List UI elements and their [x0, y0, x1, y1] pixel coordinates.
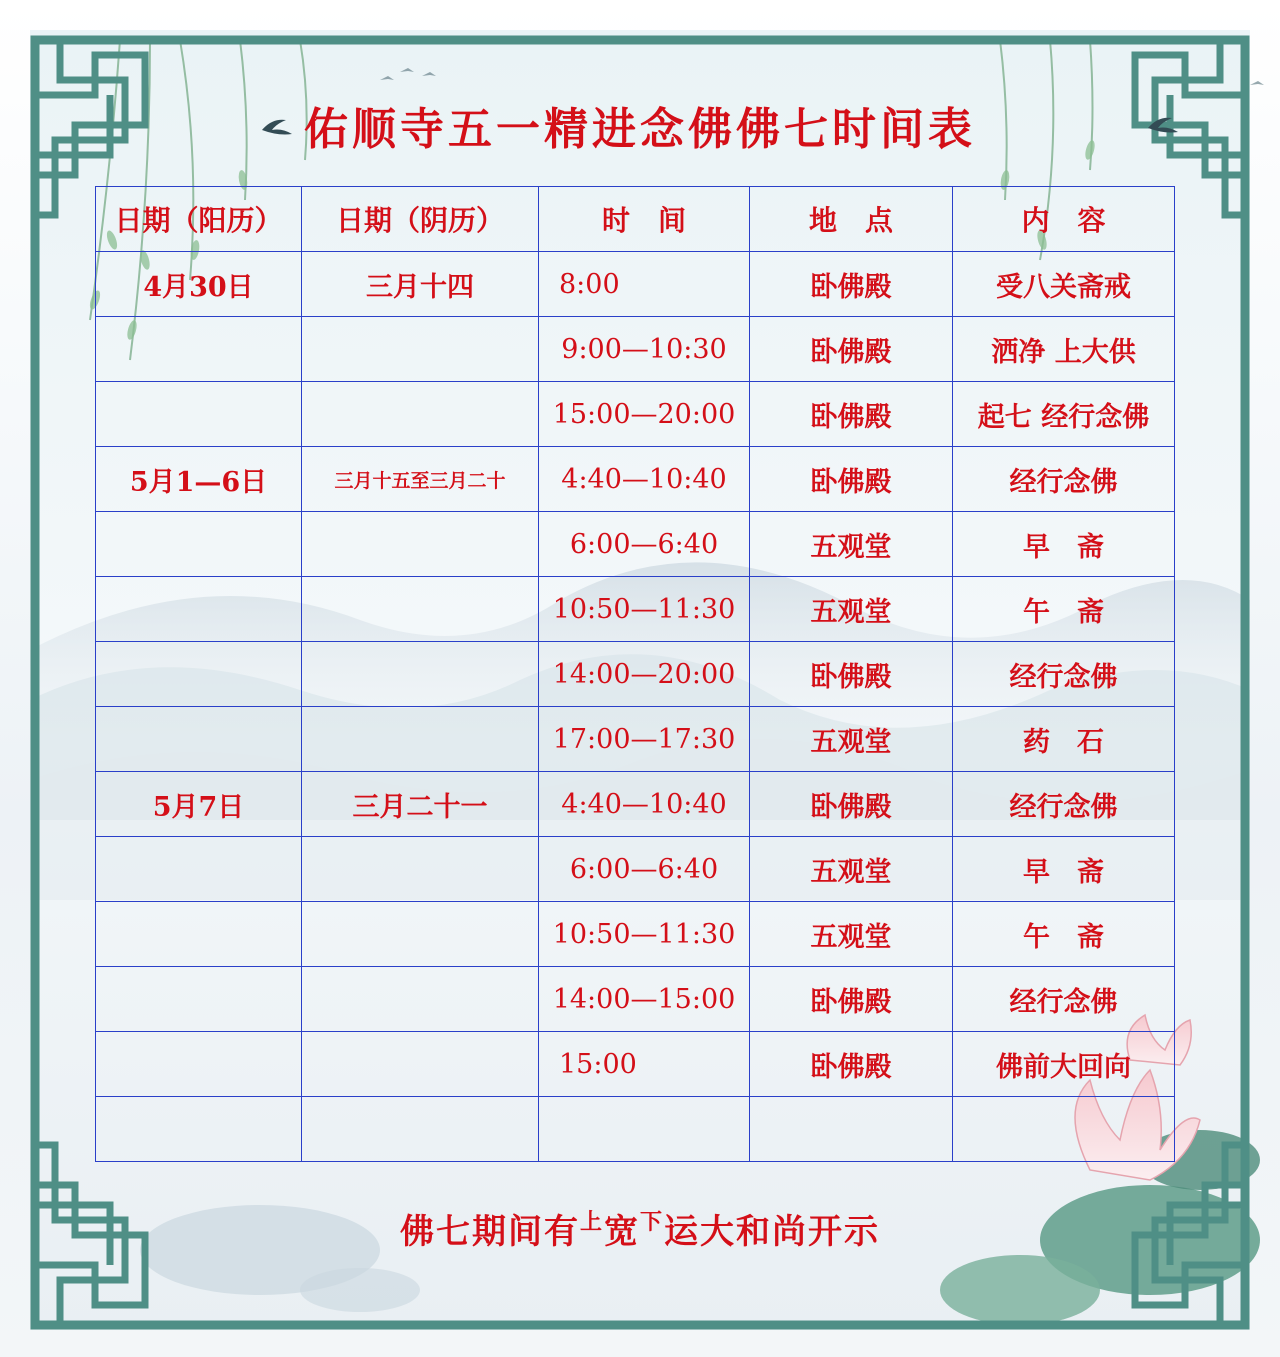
table-row — [96, 902, 1175, 967]
cell-place: 卧佛殿 — [750, 642, 953, 707]
cell-place: 五观堂 — [750, 902, 953, 967]
page-title: 佑顺寺五一精进念佛佛七时间表 — [304, 104, 976, 155]
cell-place: 卧佛殿 — [750, 447, 953, 512]
footer-sup-lower: 下 — [640, 1209, 665, 1235]
cell-solar — [96, 1032, 302, 1097]
cell-time: 4:40—10:40 — [539, 772, 750, 837]
cell-time: 15:00 — [539, 1032, 750, 1097]
cell-content: 经行念佛 — [953, 772, 1175, 837]
table-row — [96, 772, 1175, 837]
cell-solar — [96, 382, 302, 447]
cell-time: 6:00—6:40 — [539, 837, 750, 902]
cell-content — [953, 1097, 1175, 1162]
cell-content: 经行念佛 — [953, 447, 1175, 512]
table-row — [96, 967, 1175, 1032]
cell-time: 4:40—10:40 — [539, 447, 750, 512]
cell-solar: 5月1—6日 — [96, 447, 302, 512]
cell-solar — [96, 967, 302, 1032]
cell-place: 五观堂 — [750, 707, 953, 772]
cell-time: 6:00—6:40 — [539, 512, 750, 577]
cell-solar: 5月7日 — [96, 772, 302, 837]
cell-lunar — [302, 967, 539, 1032]
cell-lunar — [302, 837, 539, 902]
table-row — [96, 642, 1175, 707]
cell-lunar — [302, 902, 539, 967]
cell-lunar: 三月二十一 — [302, 772, 539, 837]
footer-sup-upper: 上 — [579, 1209, 604, 1235]
table-row — [96, 707, 1175, 772]
cell-content: 午 斋 — [953, 577, 1175, 642]
table-row — [96, 512, 1175, 577]
header-place: 地 点 — [750, 187, 953, 252]
cell-solar — [96, 1097, 302, 1162]
cell-solar — [96, 317, 302, 382]
cell-solar — [96, 642, 302, 707]
cell-content: 起七 经行念佛 — [953, 382, 1175, 447]
cell-content: 佛前大回向 — [953, 1032, 1175, 1097]
cell-content: 早 斋 — [953, 837, 1175, 902]
table-row — [96, 252, 1175, 317]
cell-time — [539, 1097, 750, 1162]
footer-before: 佛七期间有 — [399, 1212, 580, 1252]
cell-solar — [96, 837, 302, 902]
cell-time: 9:00—10:30 — [539, 317, 750, 382]
cell-place: 卧佛殿 — [750, 772, 953, 837]
cell-lunar — [302, 512, 539, 577]
footer-after: 运大和尚开示 — [664, 1212, 881, 1252]
cell-lunar — [302, 577, 539, 642]
table-row — [96, 1097, 1175, 1162]
header-content: 内 容 — [953, 187, 1175, 252]
schedule-table — [95, 186, 1175, 1162]
cell-time: 14:00—15:00 — [539, 967, 750, 1032]
table-row — [96, 577, 1175, 642]
footer-middle: 宽 — [604, 1212, 640, 1252]
footer-note — [0, 1192, 1280, 1252]
cell-place: 五观堂 — [750, 837, 953, 902]
cell-content: 午 斋 — [953, 902, 1175, 967]
table-row — [96, 837, 1175, 902]
cell-place: 卧佛殿 — [750, 967, 953, 1032]
cell-content: 早 斋 — [953, 512, 1175, 577]
cell-place: 卧佛殿 — [750, 252, 953, 317]
cell-time: 14:00—20:00 — [539, 642, 750, 707]
cell-lunar — [302, 707, 539, 772]
cell-lunar — [302, 1032, 539, 1097]
cell-lunar: 三月十四 — [302, 252, 539, 317]
cell-lunar — [302, 382, 539, 447]
cell-content: 经行念佛 — [953, 967, 1175, 1032]
cell-time: 15:00—20:00 — [539, 382, 750, 447]
cell-solar — [96, 707, 302, 772]
cell-time: 10:50—11:30 — [539, 902, 750, 967]
header-solar-date: 日期（阳历） — [96, 187, 302, 252]
cell-content: 受八关斋戒 — [953, 252, 1175, 317]
cell-place — [750, 1097, 953, 1162]
cell-place: 卧佛殿 — [750, 1032, 953, 1097]
table-row — [96, 1032, 1175, 1097]
table-row — [96, 447, 1175, 512]
cell-place: 五观堂 — [750, 512, 953, 577]
header-time: 时 间 — [539, 187, 750, 252]
cell-place: 五观堂 — [750, 577, 953, 642]
cell-lunar — [302, 1097, 539, 1162]
header-lunar-date: 日期（阴历） — [302, 187, 539, 252]
cell-content: 药 石 — [953, 707, 1175, 772]
cell-lunar — [302, 317, 539, 382]
cell-place: 卧佛殿 — [750, 317, 953, 382]
cell-place: 卧佛殿 — [750, 382, 953, 447]
cell-time: 10:50—11:30 — [539, 577, 750, 642]
cell-content: 经行念佛 — [953, 642, 1175, 707]
table-header-row — [96, 187, 1175, 252]
table-row — [96, 317, 1175, 382]
cell-solar — [96, 512, 302, 577]
cell-solar: 4月30日 — [96, 252, 302, 317]
cell-content: 洒净 上大供 — [953, 317, 1175, 382]
cell-lunar — [302, 642, 539, 707]
cell-time: 8:00 — [539, 252, 750, 317]
cell-solar — [96, 577, 302, 642]
cell-time: 17:00—17:30 — [539, 707, 750, 772]
table-row — [96, 382, 1175, 447]
cell-solar — [96, 902, 302, 967]
cell-lunar: 三月十五至三月二十 — [302, 447, 539, 512]
